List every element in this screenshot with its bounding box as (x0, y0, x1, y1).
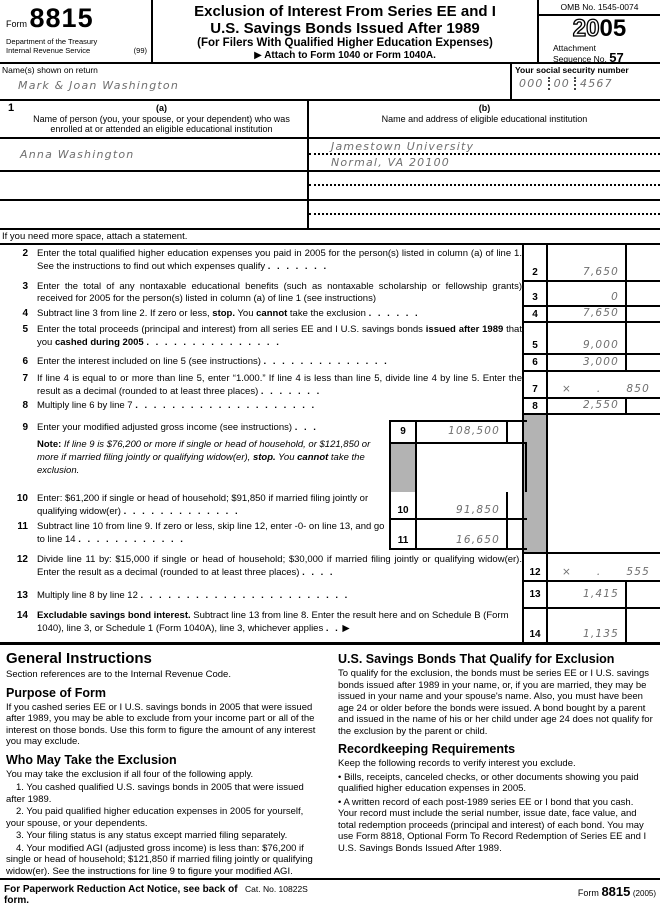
institution-name-field[interactable]: Jamestown University (309, 139, 660, 155)
list-item: 1. You cashed qualified U.S. savings bonds in 2005 that were issued after 1989. (6, 782, 304, 805)
attach-note: ▶ Attach to Form 1040 or Form 1040A. (254, 50, 436, 61)
table-row (0, 172, 660, 201)
attachment-line1: Attachment (553, 43, 596, 53)
line-6-amount-field[interactable]: 3,000 (582, 355, 619, 368)
section-references: Section references are to the Internal Revenue Code. (6, 669, 231, 680)
person-name-field[interactable] (0, 201, 307, 228)
line-11-description: 11 Subtract line 10 from line 9. If zero or less, skip line 12, enter -0- on line 13, and go to line 14 . . . . . . . . . . . . (6, 521, 386, 546)
line-3-entry: 3 0 (522, 282, 660, 307)
form-footer (0, 878, 660, 906)
purpose-heading: Purpose of Form (6, 685, 107, 700)
form-label: Form (6, 19, 27, 29)
dot-leader: . . . . . . (368, 308, 420, 319)
line-11-cents-field[interactable] (506, 520, 527, 548)
dot-leader: . . . . (302, 566, 335, 578)
table-row (0, 139, 660, 172)
line-2-label: 2 (22, 248, 28, 259)
col-a-tag: (a) (156, 103, 167, 113)
line-7-decimal-field[interactable]: × . 850 (562, 383, 650, 395)
form-number: 8815 (29, 3, 94, 33)
year-bold: 05 (599, 15, 627, 42)
institution-address-field[interactable] (309, 215, 660, 228)
line-5-amount-field[interactable]: 9,000 (582, 339, 619, 351)
line-13-label: 13 (16, 590, 28, 601)
line-12-label: 12 (16, 554, 28, 565)
who-may-heading: Who May Take the Exclusion (6, 752, 177, 767)
form-subtitle: (For Filers With Qualified Higher Education Expenses) (197, 37, 493, 49)
line-6-cents-field[interactable] (625, 355, 660, 370)
tax-year (539, 17, 660, 44)
line-9-description: 9 Enter your modified adjusted gross income (see instructions) . . . (6, 422, 386, 435)
taxpayer-name-field[interactable]: Mark & Joan Washington (18, 79, 180, 92)
instructions-right-column (338, 650, 654, 878)
institution-address-field[interactable] (309, 186, 660, 199)
more-space-note: If you need more space, attach a statement. (0, 230, 660, 245)
line-11-label: 11 (17, 521, 28, 532)
col-b-tag: (b) (478, 103, 491, 113)
line-9-label: 9 (22, 422, 28, 433)
dot-leader: . . . . . . . . . . . . . . . (146, 336, 281, 348)
agency-suffix: (99) (133, 45, 147, 55)
line-14-amount-field[interactable]: 1,135 (582, 628, 619, 640)
line-7-description: 7 If line 4 is equal to or more than line 5, enter “1.000.” If line 4 is less than line 5, divide line 4 by line 5. Enter the result as a decimal (rounded to at least three places) . . . . . . . (6, 373, 522, 398)
qualify-heading: U.S. Savings Bonds That Qualify for Exclusion (338, 652, 615, 666)
note-shaded-zone (389, 444, 527, 492)
line1-table-header (0, 101, 660, 139)
ssn-label: Your social security number (515, 65, 629, 75)
dot-leader: . . (325, 622, 340, 634)
omb-year-block (537, 0, 660, 65)
bullet-item: • Bills, receipts, canceled checks, or other documents showing you paid qualified higher education expenses in 2005. (338, 771, 639, 794)
line-12-description: 12 Divide line 11 by: $15,000 if single or head of household; $30,000 if married filing jointly or qualifying widow(er). Enter the result as a decimal (rounded to at least three places) . . . . (6, 554, 522, 579)
name-label: Name(s) shown on return (2, 65, 98, 75)
footer-form-id: Form 8815 (2005) (577, 884, 656, 899)
instructions-section (0, 645, 660, 878)
qualify-paragraph: To qualify for the exclusion, the bonds must be series EE or I U.S. savings bonds issued after 1989 in your name, or, if you are married, they may be issued in your name and your spouse's name. Also, you must have been age 24 or older before the bonds were issued. A bond bought by a parent and issued in the name of his or her child under age 24 does not qualify for the exclusion by the parent or child. (338, 668, 653, 737)
line-3-amount-field[interactable]: 0 (611, 291, 619, 303)
institution-name-field[interactable] (309, 201, 660, 215)
catalog-number: Cat. No. 10822S (245, 884, 308, 894)
ssn-field[interactable] (515, 77, 658, 90)
instructions-left-column (6, 650, 322, 878)
line-9-note: Note: If line 9 is $76,200 or more if single or head of household, or $121,850 or more if married filing jointly or qualifying widow(er), stop. You cannot take the exclusion. (37, 439, 371, 476)
form-number-block (0, 0, 153, 62)
agency-line1: Department of the Treasury (6, 37, 98, 46)
line-4-label: 4 (22, 308, 28, 319)
table-row (0, 201, 660, 230)
line-14-label: 14 (16, 610, 28, 621)
list-item: 3. Your filing status is any status except married filing separately. (16, 830, 288, 841)
line-8-entry: 8 2,550 (522, 399, 660, 415)
line-5-label: 5 (22, 324, 28, 335)
line-8-description: 8 Multiply line 6 by line 7 . . . . . . . . . . . . . . . . . . . . (6, 400, 522, 413)
agency-block (6, 38, 147, 55)
dot-leader: . . . . . . . . . . . . . . . . . . . . (135, 400, 317, 411)
line-9-entry: 9 108,500 (389, 420, 527, 444)
recordkeeping-heading: Recordkeeping Requirements (338, 742, 516, 756)
name-ssn-row (0, 64, 660, 101)
attachment-sequence (539, 44, 660, 64)
line-2-description: 2 Enter the total qualified higher education expenses you paid in 2005 for the person(s) listed in column (a) of line 1. See the instructions to find out which expenses qualify . . . . . . . (6, 248, 522, 273)
line-11-amount-field[interactable]: 16,650 (456, 534, 500, 546)
ssn-part-1[interactable]: 000 (519, 77, 544, 90)
dot-leader: . . . . . . . . . . . . . . . . . . . . . . . (140, 590, 350, 601)
line-6-label: 6 (22, 356, 28, 367)
sequence-number: 57 (609, 50, 624, 65)
line-2-entry: 2 7,650 (522, 245, 660, 282)
line-5-entry: 5 9,000 (522, 323, 660, 355)
bullet-item: • A written record of each post-1989 series EE or I bond that you cash. Your record must include the serial number, issue date, face value, and total redemption proceeds (principal and interest) of each bond. You may use Form 8818, Optional Form To Record Redemption of Series EE and I U.S. Savings Bonds Issued After 1989. (338, 796, 647, 854)
line-10-label: 10 (16, 493, 28, 504)
form-title-line2: U.S. Savings Bonds Issued After 1989 (210, 20, 480, 37)
line-3-cents-field[interactable] (625, 282, 660, 305)
line-8-cents-field[interactable] (625, 399, 660, 413)
line-12-decimal-field[interactable]: × . 555 (562, 566, 650, 578)
ssn-box (510, 64, 660, 99)
line-14-cents-field[interactable] (625, 609, 660, 642)
line-5-cents-field[interactable] (625, 323, 660, 353)
arrow-right-icon: ▶ (342, 622, 350, 634)
line-14-entry: 14 1,135 (522, 609, 660, 642)
attachment-line2: Sequence No. (553, 54, 607, 64)
col-a-header: Name of person (you, your spouse, or your dependent) who was enrolled at or attended an eligible educational institution (33, 113, 290, 134)
line-4-description: 4 Subtract line 3 from line 2. If zero or less, stop. You cannot take the exclusion . . . . . . (6, 308, 522, 321)
form-title-block (153, 0, 537, 62)
person-name-field[interactable]: Anna Washington (20, 148, 135, 161)
list-item: 2. You paid qualified higher education expenses in 2005 for yourself, your spouse, or your dependents. (6, 806, 304, 829)
dot-leader: . . . . . . . (260, 385, 322, 397)
line-2-cents-field[interactable] (625, 245, 660, 280)
dot-leader: . . . . . . . (267, 260, 329, 272)
line-13-cents-field[interactable] (625, 582, 660, 607)
general-instructions-heading: General Instructions (6, 650, 152, 667)
line-13-description: 13 Multiply line 8 by line 12 . . . . . . . . . . . . . . . . . . . . . . . (6, 590, 522, 603)
line-4-cents-field[interactable] (625, 307, 660, 321)
line-11-entry: 11 16,650 (389, 520, 527, 550)
dot-leader: . . . . . . . . . . . . . . (263, 356, 389, 367)
dot-leader: . . . (294, 422, 318, 433)
line-6-description: 6 Enter the interest included on line 5 (see instructions) . . . . . . . . . . . . . . (6, 356, 522, 369)
shaded-area (391, 444, 417, 492)
dot-leader: . . . . . . . . . . . . . (123, 505, 240, 517)
ssn-part-2[interactable]: 00 (548, 77, 574, 90)
ssn-part-3[interactable]: 4567 (574, 77, 617, 90)
line-6-entry: 6 3,000 (522, 355, 660, 372)
line-4-amount-field[interactable]: 7,650 (582, 307, 619, 319)
line-8-label: 8 (22, 400, 28, 411)
purpose-paragraph: If you cashed series EE or I U.S. savings bonds in 2005 that were issued after 1989, you may be able to exclude from your income part or all of the interest on those bonds. Use this form to figure the amount of any interest you may exclude. (6, 701, 316, 747)
line-2-amount-field[interactable]: 7,650 (582, 266, 619, 278)
omb-number: OMB No. 1545-0074 (539, 0, 660, 16)
line-3-label: 3 (22, 281, 28, 292)
who-may-paragraph: You may take the exclusion if all four of the following apply. (6, 768, 254, 780)
line-4-entry: 4 7,650 (522, 307, 660, 323)
line-12-entry: 12 × . 555 (522, 552, 660, 582)
institution-name-field[interactable] (309, 172, 660, 186)
line-14-description: 14 Excludable savings bond interest. Subtract line 13 from line 8. Enter the result here and on Schedule B (Form 1040), line 3, or Schedule 1 (Form 1040A), line 3, whichever applies . . ▶ (6, 610, 522, 635)
line-7-label: 7 (22, 373, 28, 384)
person-name-field[interactable] (0, 172, 307, 199)
list-item: 4. Your modified AGI (adjusted gross income) is less than: $76,200 if single or head of household; $121,850 if married filing jointly or qualifying widow(er). See the instructions for line 9 to figure your modified AGI. (6, 842, 313, 877)
institution-address-field[interactable]: Normal, VA 20100 (331, 156, 450, 170)
line-10-description: 10 Enter: $61,200 if single or head of household; $91,850 if married filing jointly or qualifying widow(er) . . . . . . . . . . . . . (6, 493, 386, 518)
line-5-description: 5 Enter the total proceeds (principal and interest) from all series EE and I U.S. savings bonds issued after 1989 that you cashed during 2005 . . . . . . . . . . . . . . . (6, 324, 522, 349)
form-header (0, 0, 660, 64)
year-outline: 20 (572, 15, 600, 42)
col-b-header: Name and address of eligible educational institution (381, 113, 588, 124)
form-title-line1: Exclusion of Interest From Series EE and I (194, 3, 496, 20)
line-7-entry: 7 × . 850 (522, 372, 660, 399)
line-9-amount-field[interactable]: 108,500 (448, 425, 500, 437)
paperwork-notice: For Paperwork Reduction Act Notice, see back of form. (4, 884, 238, 906)
line-8-amount-field[interactable]: 2,550 (582, 399, 619, 411)
line-3-description: 3 Enter the total of any nontaxable educational benefits (such as nontaxable scholarship or fellowship grants) received for 2005 for the person(s) listed in column (a) of line 1 (see instructions) (6, 281, 522, 304)
agency-line2: Internal Revenue Service (6, 45, 91, 55)
form-lines-section (0, 245, 660, 645)
line-13-entry: 13 1,415 (522, 582, 660, 609)
line-10-cents-field[interactable] (506, 492, 527, 518)
line-1-number: 1 (8, 102, 15, 114)
dot-leader: . . . . . . . . . . . . (78, 533, 185, 545)
recordkeeping-paragraph: Keep the following records to verify interest you exclude. (338, 758, 576, 769)
line-10-entry: 10 91,850 (389, 492, 527, 520)
line-10-amount-field[interactable]: 91,850 (456, 504, 500, 516)
form-word (6, 3, 147, 34)
line-9-cents-field[interactable] (506, 422, 527, 442)
line-13-amount-field[interactable]: 1,415 (582, 587, 619, 600)
